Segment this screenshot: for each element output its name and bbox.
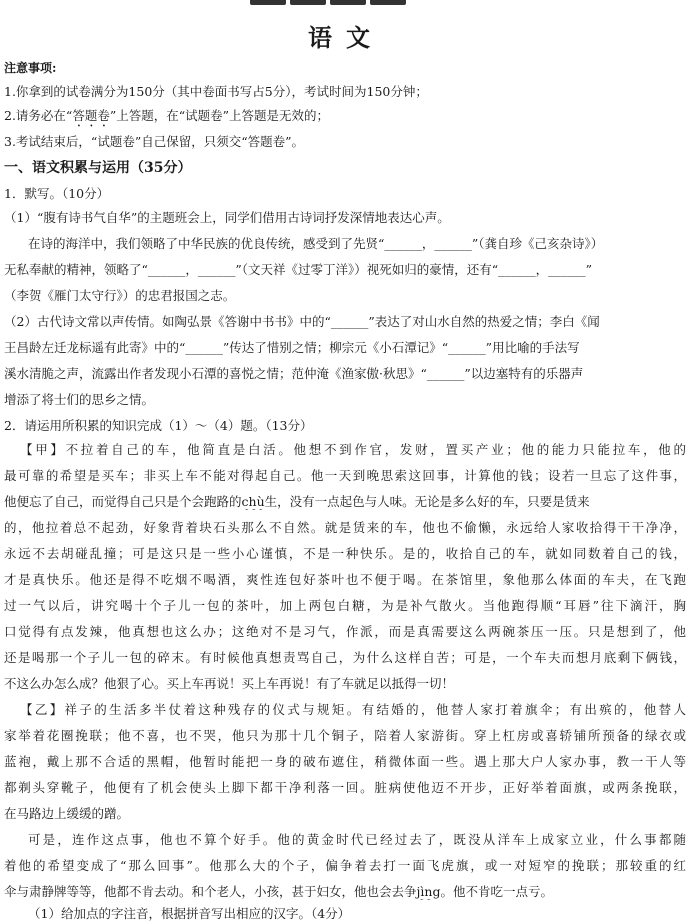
q1-part1-line3: （李贺《雁门太守行》）的忠君报国之志。 bbox=[4, 288, 236, 303]
passage-jia-line: 的，他拉着总不起劲，好象背着块石头那么不自然。就是赁来的车，他也不偷懒，永远给人家收拾得干干净净， bbox=[4, 520, 686, 535]
passage-jia-line: 不这么办怎么成？他狠了心。买上车再说！买上车再说！有了车就足以抵得一切！ bbox=[4, 676, 455, 691]
q1-part2-line3: 溪水清脆之声，流露出作者发现小石潭的喜悦之情；范仲淹《渔家傲·秋思》“______”以边塞特有的乐器声 bbox=[4, 366, 584, 381]
passage-yi-line: 蓝袍，戴上那不合适的黑帽，他暂时能把一身的破布遮住，稍微体面一些。遇上那大户人家办事，教一干人等 bbox=[4, 754, 686, 769]
passage-jia-line: 才是真快乐。他还是得不吃烟不喝酒，爽性连包好茶叶也不便于喝。在茶馆里，象他那么体面的车夫，在飞跑 bbox=[4, 572, 686, 587]
passage-jia-line: 最可靠的希望是买车；非买上车不能对得起自己。他一天到晚思索这回事，计算他的钱；设若一旦忘了这件事， bbox=[4, 468, 686, 483]
q1-part1-line2: 无私奉献的精神，领略了“______，______”（文天祥《过零丁洋》）视死如归的豪情，还有“______，______” bbox=[4, 262, 593, 277]
notice-item-1: 1.你拿到的试卷满分为150分（其中卷面书写占5分），考试时间为150分钟； bbox=[4, 84, 428, 99]
cropped-header-text bbox=[250, 0, 450, 6]
passage-jia-line: 过一气以后，讲究喝十个子儿一包的茶叶，加上两包白糖，为是补气散火。当他跑得顺“耳唇”往下滴汗，胸 bbox=[4, 598, 686, 613]
q1-part2-line4: 增添了将士们的思乡之情。 bbox=[4, 392, 155, 407]
q2-label: 2．请运用所积累的知识完成（1）～（4）题。（13分） bbox=[4, 418, 313, 433]
passage-yi-line: 家举着花圈挽联；他不喜，也不哭，他只为那十几个铜子，陪着人家游街。穿上杠房或喜轿铺所预备的绿衣或 bbox=[4, 728, 686, 743]
q1-part1-line1: 在诗的海洋中，我们领略了中华民族的优良传统，感受到了先贤“______，______”（龚自珍《己亥杂诗》） bbox=[28, 236, 604, 251]
passage-yi-line: 【乙】祥子的生活多半仗着这种残存的仪式与规矩。有结婚的，他替人家打着旗伞；有出殡的，他替人 bbox=[20, 702, 686, 717]
passage-jia-line: 永远不去胡碰乱撞；可是这只是一些小心谨慎，不是一种快乐。是的，收拾自己的车，就如同数着自己的钱， bbox=[4, 546, 686, 561]
passage-yi-line: 都剃头穿靴子，他便有了机会使头上脚下都干净利落一回。脏病使他迈不开步，正好举着面旗，或两条挽联， bbox=[4, 780, 686, 795]
q1-part2-line1: （2）古代诗文常以声传情。如陶弘景《答谢中书书》中的“______”表达了对山水自然的热爱之情；李白《闻 bbox=[4, 314, 600, 329]
page-title: 语文 bbox=[308, 23, 384, 52]
notice-item-3: 3.考试结束后，“试题卷”自己保留，只须交“答题卷”。 bbox=[4, 134, 304, 149]
q1-part1-intro: （1）“腹有诗书气自华”的主题班会上，同学们借用古诗词抒发深情地表达心声。 bbox=[4, 210, 450, 225]
q1-label: 1．默写。（10分） bbox=[4, 186, 110, 201]
notice-item-2: 2.请务必在“答题卷”上答题，在“试题卷”上答题是无效的； bbox=[4, 108, 330, 123]
passage-yi-p3-line3: 伞与肃静牌等等，他都不肯去动。和个老人，小孩，甚于妇女，他也会去争jìng。他不肯吃一点亏。 bbox=[4, 884, 553, 899]
q2-sub1: （1）给加点的字注音，根据拼音写出相应的汉字。（4分） bbox=[28, 906, 351, 921]
passage-jia-line: 【甲】不拉着自己的车，他简直是白活。他想不到作官，发财，置买产业；他的能力只能拉车，他的 bbox=[20, 442, 686, 457]
passage-jia-line: 还是喝那一个子儿一包的碎末。有时候他真想责骂自己，为什么这样自苦；可是，一个车夫而想月底剩下俩钱， bbox=[4, 650, 686, 665]
notice-heading: 注意事项: bbox=[4, 61, 57, 75]
q1-part2-line2: 王昌龄左迁龙标遥有此寄》中的“______”传达了惜别之情；柳宗元《小石潭记》“______”用比喻的手法写 bbox=[4, 340, 580, 355]
pinyin-chu: chù bbox=[241, 494, 265, 509]
passage-jia-line: 口觉得有点发辣，他真想也这么办；这绝对不是习气，作派，而是真需要这么两碗茶压一压。只是想到了，他 bbox=[4, 624, 686, 639]
passage-yi-p3-line1: 可是，连作这点事，他也不算个好手。他的黄金时代已经过去了，既没从洋车上成家立业，什么事都随 bbox=[28, 832, 686, 847]
passage-yi-line: 在马路边上缓缓的蹭。 bbox=[4, 806, 130, 821]
passage-jia-line: 他便忘了自己，而觉得自己只是个会跑路的chù生，没有一点起色与人味。无论是多么好的车，只要是赁来 bbox=[4, 494, 590, 509]
passage-yi-p3-line2: 着他的希望变成了“那么回事”。他那么大的个子，偏争着去打一面飞虎旗，或一对短窄的挽联；那较重的红 bbox=[4, 858, 686, 873]
section-heading: 一、语文积累与运用（35分） bbox=[4, 160, 192, 176]
pinyin-jing: jìng bbox=[416, 884, 441, 899]
